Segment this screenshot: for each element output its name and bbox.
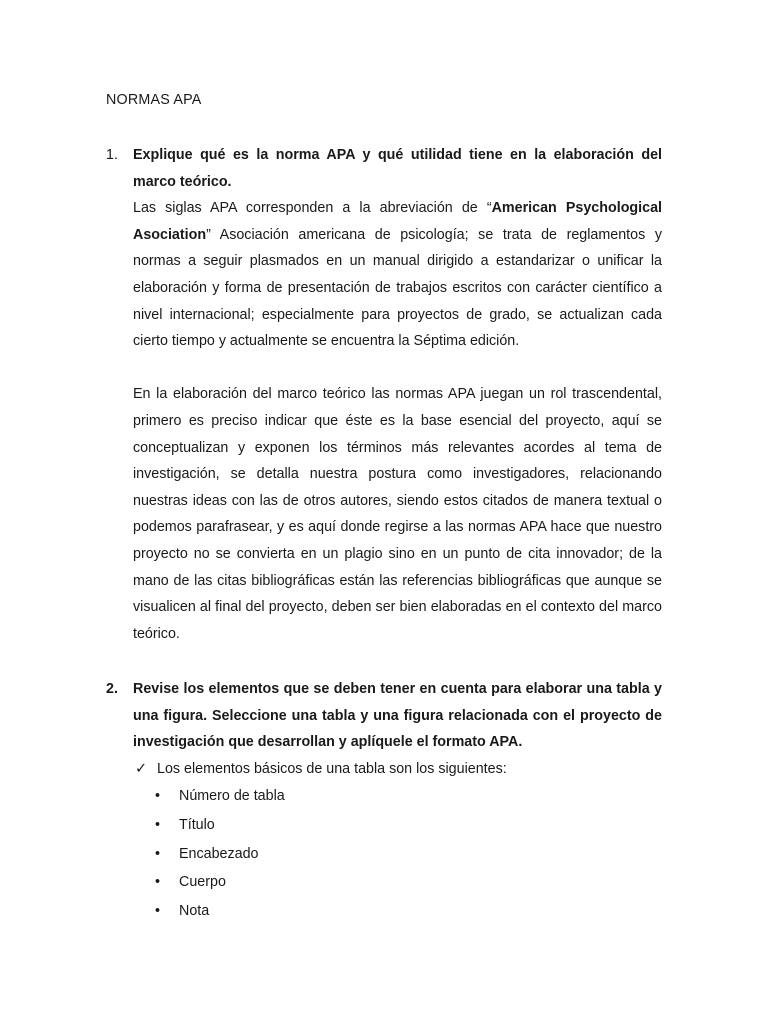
section-1 (106, 142, 662, 647)
list-item-text: Nota (179, 902, 210, 919)
section-2-body (133, 676, 662, 925)
paragraph-1-text-b: ” Asociación americana de psicología; se trata de reglamentos y normas a seguir plasmados en un manual dirigido a estandarizar o unificar la elaboración y forma de presentación de trabajos escritos con carácter científico a nivel internacional; especialmente para proyectos de grado, se actualizan cada cierto tiempo y actualmente se encuentra la Séptima edición. (133, 226, 662, 350)
checklist-item (135, 756, 662, 783)
section-2-question: Revise los elementos que se deben tener en cuenta para elaborar una tabla y una figura. Seleccione una tabla y una figura relacionada con el proyecto de investigación que desarrollan y aplíquele el formato APA. (133, 681, 662, 751)
section-1-number: 1. (106, 147, 118, 163)
list-item-text: Cuerpo (179, 874, 226, 891)
section-1-body (133, 142, 662, 647)
list-item-text: Título (179, 816, 215, 833)
list-item (155, 897, 662, 926)
list-item (155, 840, 662, 869)
bullet-icon: • (155, 816, 161, 833)
checkmark-icon: ✓ (135, 760, 147, 777)
paragraph-gap (133, 355, 662, 382)
paragraph-1-text-a: Las siglas APA corresponden a la abreviación de “ (133, 200, 492, 217)
section-2 (106, 676, 662, 925)
section-1-question: Explique qué es la norma APA y qué utilidad tiene en la elaboración del marco teórico. (133, 147, 662, 190)
list-item-text: Encabezado (179, 845, 259, 862)
bullet-icon: • (155, 788, 161, 805)
bullet-icon: • (155, 845, 161, 862)
bullet-icon: • (155, 874, 161, 891)
list-item (155, 782, 662, 811)
checklist-item-text: Los elementos básicos de una tabla son los siguientes: (157, 760, 507, 777)
list-item (155, 868, 662, 897)
bullet-icon: • (155, 902, 161, 919)
list-item-text: Número de tabla (179, 788, 285, 805)
section-1-paragraph-2: En la elaboración del marco teórico las normas APA juegan un rol trascendental, primero es preciso indicar que éste es la base esencial del proyecto, aquí se conceptualizan y exponen los términos más relevantes acordes al tema de investigación, se detalla nuestra postura como investigadores, relacionando nuestras ideas con las de otros autores, siendo estos citados de manera textual o podemos parafrasear, y es aquí donde regirse a las normas APA hace que nuestro proyecto no se convierta en un plagio sino en un punto de cita innovador; de la mano de las citas bibliográficas están las referencias bibliográficas que aunque se visualicen al final del proyecto, deben ser bien elaboradas en el contexto del marco teórico. (133, 386, 662, 642)
table-elements-list (155, 782, 662, 925)
section-2-number: 2. (106, 681, 118, 697)
paragraph-1-bold-name: American Psychological Asociation (133, 200, 663, 243)
section-1-paragraph-1 (133, 195, 662, 355)
page-title: NORMAS APA (106, 92, 202, 108)
list-item (155, 811, 662, 840)
